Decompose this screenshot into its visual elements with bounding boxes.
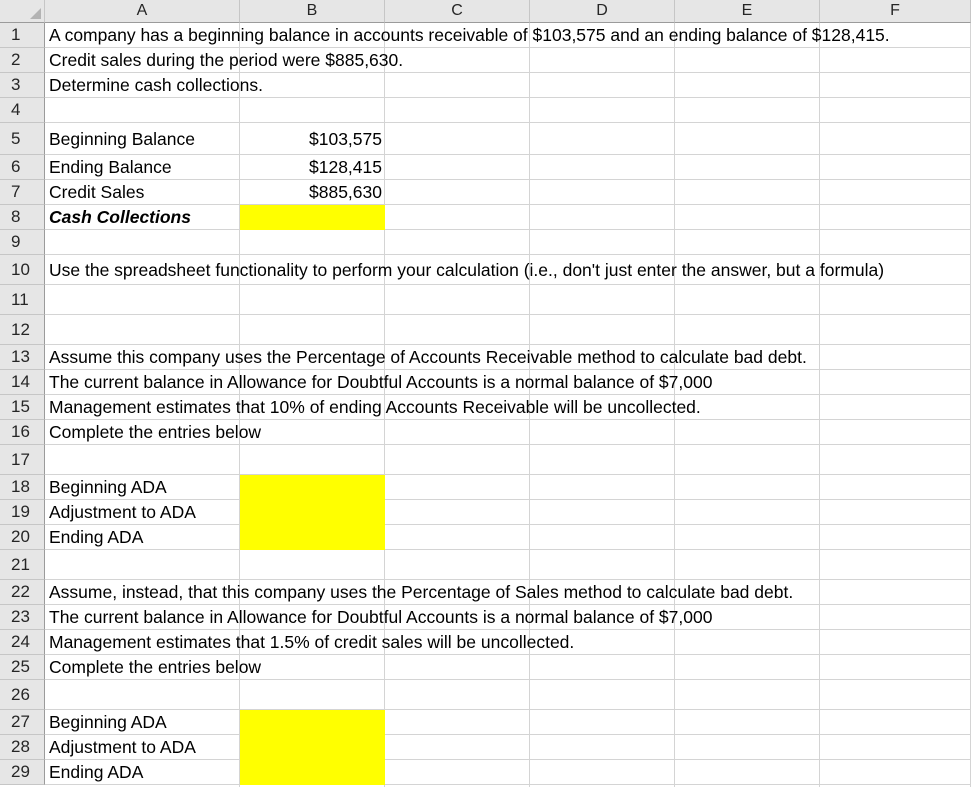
cell-a28[interactable]: Adjustment to ADA — [49, 737, 196, 757]
row-header-17[interactable]: 17 — [0, 445, 45, 475]
row-header-8[interactable]: 8 — [0, 205, 45, 230]
cell-a15[interactable]: Management estimates that 10% of ending Accounts Receivable will be uncollected. — [49, 397, 701, 417]
column-header-e[interactable]: E — [675, 0, 820, 23]
gridline-horizontal — [45, 709, 971, 710]
cell-a27[interactable]: Beginning ADA — [49, 712, 167, 732]
cell-a3[interactable]: Determine cash collections. — [49, 75, 263, 95]
row-header-3[interactable]: 3 — [0, 73, 45, 98]
row-header-9[interactable]: 9 — [0, 230, 45, 255]
row-header-23[interactable]: 23 — [0, 605, 45, 630]
column-header-b[interactable]: B — [240, 0, 385, 23]
cell-a22[interactable]: Assume, instead, that this company uses the Percentage of Sales method to calculate bad debt. — [49, 582, 794, 602]
gridline-horizontal — [45, 474, 971, 475]
row-header-12[interactable]: 12 — [0, 315, 45, 345]
row-header-24[interactable]: 24 — [0, 630, 45, 655]
cell-a10[interactable]: Use the spreadsheet functionality to perform your calculation (i.e., don't just enter the answer, but a formula) — [49, 259, 885, 280]
answer-cell-b8[interactable] — [240, 205, 385, 230]
row-header-14[interactable]: 14 — [0, 370, 45, 395]
row-header-4[interactable]: 4 — [0, 98, 45, 123]
select-all-corner[interactable] — [0, 0, 45, 23]
row-header-25[interactable]: 25 — [0, 655, 45, 680]
cell-a29[interactable]: Ending ADA — [49, 762, 144, 782]
cell-a23[interactable]: The current balance in Allowance for Doubtful Accounts is a normal balance of $7,000 — [49, 607, 713, 627]
cell-b6[interactable]: $128,415 — [309, 157, 382, 177]
cell-b7[interactable]: $885,630 — [309, 182, 382, 202]
gridline-horizontal — [45, 314, 971, 315]
row-header-10[interactable]: 10 — [0, 255, 45, 285]
column-header-c[interactable]: C — [385, 0, 530, 23]
cell-a18[interactable]: Beginning ADA — [49, 477, 167, 497]
column-header-d[interactable]: D — [530, 0, 675, 23]
row-header-7[interactable]: 7 — [0, 180, 45, 205]
row-header-20[interactable]: 20 — [0, 525, 45, 550]
row-header-22[interactable]: 22 — [0, 580, 45, 605]
cell-a5[interactable]: Beginning Balance — [49, 128, 195, 149]
cell-a24[interactable]: Management estimates that 1.5% of credit sales will be uncollected. — [49, 632, 575, 652]
row-header-29[interactable]: 29 — [0, 760, 45, 785]
row-header-1[interactable]: 1 — [0, 23, 45, 48]
cell-a13[interactable]: Assume this company uses the Percentage of Accounts Receivable method to calculate bad debt. — [49, 347, 807, 367]
cell-a6[interactable]: Ending Balance — [49, 157, 172, 177]
cell-a14[interactable]: The current balance in Allowance for Doubtful Accounts is a normal balance of $7,000 — [49, 372, 713, 392]
select-all-triangle-icon — [30, 8, 41, 19]
gridline-horizontal — [45, 179, 971, 180]
row-header-26[interactable]: 26 — [0, 680, 45, 710]
cell-a7[interactable]: Credit Sales — [49, 182, 145, 202]
cell-b5[interactable]: $103,575 — [309, 128, 382, 149]
cell-a19[interactable]: Adjustment to ADA — [49, 502, 196, 522]
cell-a16[interactable]: Complete the entries below — [49, 422, 262, 442]
column-header-f[interactable]: F — [820, 0, 971, 23]
gridline-vertical — [819, 23, 820, 787]
row-header-6[interactable]: 6 — [0, 155, 45, 180]
row-header-19[interactable]: 19 — [0, 500, 45, 525]
answer-cell-b27-b29[interactable] — [240, 710, 385, 785]
cell-a2[interactable]: Credit sales during the period were $885,630. — [49, 50, 404, 70]
answer-cell-b18-b20[interactable] — [240, 475, 385, 550]
row-header-11[interactable]: 11 — [0, 285, 45, 315]
row-header-5[interactable]: 5 — [0, 123, 45, 155]
gridline-horizontal — [45, 784, 971, 785]
row-header-28[interactable]: 28 — [0, 735, 45, 760]
cell-a25[interactable]: Complete the entries below — [49, 657, 262, 677]
row-header-27[interactable]: 27 — [0, 710, 45, 735]
cell-a8[interactable]: Cash Collections — [49, 207, 191, 227]
row-header-13[interactable]: 13 — [0, 345, 45, 370]
column-header-a[interactable]: A — [45, 0, 240, 23]
row-header-2[interactable]: 2 — [0, 48, 45, 73]
row-header-21[interactable]: 21 — [0, 550, 45, 580]
cell-a1[interactable]: A company has a beginning balance in accounts receivable of $103,575 and an ending balance of $128,415. — [49, 25, 890, 45]
row-header-18[interactable]: 18 — [0, 475, 45, 500]
row-header-16[interactable]: 16 — [0, 420, 45, 445]
row-header-15[interactable]: 15 — [0, 395, 45, 420]
cell-a20[interactable]: Ending ADA — [49, 527, 144, 547]
gridline-horizontal — [45, 549, 971, 550]
